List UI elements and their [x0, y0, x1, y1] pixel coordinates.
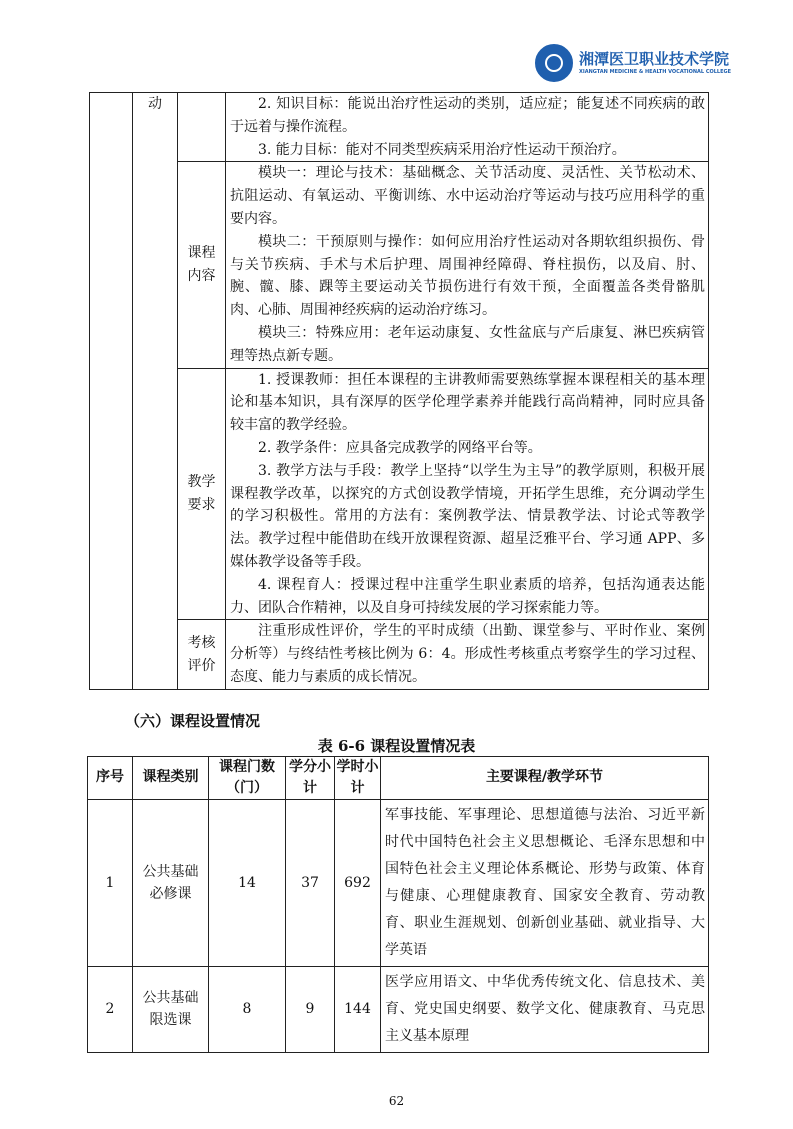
- logo-chinese-name: 湘潭医卫职业技术学院: [579, 49, 730, 68]
- content-module-3: 模块三：特殊应用：老年运动康复、女性盆底与产后康复、淋巴疾病管理等热点新专题。: [230, 324, 705, 364]
- header-hours: 学时小计: [335, 756, 381, 799]
- requirements-label: 教学要求: [178, 368, 226, 620]
- row-credits: 37: [286, 799, 335, 966]
- evaluation-label: 考核评价: [178, 620, 226, 689]
- header-credits: 学分小计: [286, 756, 335, 799]
- course-name-fragment: 动: [133, 93, 178, 690]
- row-no: 1: [88, 799, 133, 966]
- blank-cell: [90, 93, 133, 690]
- header-category: 课程类别: [133, 756, 209, 799]
- objective-ability: 3. 能力目标：能对不同类型疾病采用治疗性运动干预治疗。: [258, 141, 626, 158]
- row-credits: 9: [286, 966, 335, 1052]
- page-number: 62: [388, 1093, 405, 1108]
- table-row: [88, 799, 709, 966]
- requirement-education: 4. 课程育人：授课过程中注重学生职业素质的培养，包括沟通表达能力、团队合作精神，以及自身可持续发展的学习探索能力等。: [230, 576, 705, 616]
- logo-english-name: XIANGTAN MEDICINE & HEALTH VOCATIONAL COLLEGE: [579, 68, 732, 75]
- requirement-methods: 3. 教学方法与手段：教学上坚持“以学生为主导”的教学原则，积极开展课程教学改革，以探究的方式创设教学情境，开拓学生思维，充分调动学生的学习积极性。常用的方法有：案例教学法、情景教学法、讨论式等教学法。教学过程中能借助在线开放课程资源、超星泛雅平台、学习通 APP、多媒体教学设备等手段。: [230, 462, 705, 570]
- content-module-1: 模块一：理论与技术：基础概念、关节活动度、灵活性、关节松动术、抗阻运动、有氧运动、平衡训练、水中运动治疗等运动与技巧应用科学的重要内容。: [230, 165, 705, 227]
- row-category: 公共基础限选课: [133, 966, 209, 1052]
- section-title: （六）课程设置情况: [125, 711, 261, 730]
- header-no: 序号: [88, 756, 133, 799]
- row-hours: 144: [335, 966, 381, 1052]
- content-cell: [226, 162, 709, 368]
- content-module-2: 模块二：干预原则与操作：如何应用治疗性运动对各期软组织损伤、骨与关节疾病、手术与术后护理、周围神经障碍、脊柱损伤，以及肩、肘、腕、髋、膝、踝等主要运动关节损伤进行有效干预，全面覆盖各类骨骼肌肉、心肺、周围神经疾病的运动治疗练习。: [230, 233, 705, 319]
- header-courses: 主要课程/教学环节: [381, 756, 709, 799]
- row-count: 14: [209, 799, 286, 966]
- table-caption: 表 6-6 课程设置情况表: [317, 736, 476, 755]
- objective-knowledge: 2. 知识目标：能说出治疗性运动的类别，适应症；能复述不同疾病的敢于远着与操作流程。: [230, 96, 705, 135]
- content-label: 课程内容: [178, 162, 226, 368]
- row-count: 8: [209, 966, 286, 1052]
- course-description-table: [89, 92, 709, 690]
- objectives-label-cell: [178, 93, 226, 162]
- evaluation-cell: [226, 620, 709, 689]
- row-category: 公共基础必修课: [133, 799, 209, 966]
- row-no: 2: [88, 966, 133, 1052]
- objectives-cell: [226, 93, 709, 162]
- row-courses: 医学应用语文、中华优秀传统文化、信息技术、美育、党史国史纲要、数学文化、健康教育、马克思主义基本原理: [381, 966, 709, 1052]
- header-count: 课程门数（门）: [209, 756, 286, 799]
- requirement-teacher: 1. 授课教师：担任本课程的主讲教师需要熟练掌握本课程相关的基本理论和基本知识，具有深厚的医学伦理学素养并能践行高尚精神，同时应具备较丰富的教学经验。: [230, 371, 705, 434]
- row-hours: 692: [335, 799, 381, 966]
- requirements-cell: [226, 368, 709, 620]
- requirement-conditions: 2. 教学条件：应具备完成教学的网络平台等。: [258, 439, 542, 456]
- evaluation-text: 注重形成性评价，学生的平时成绩（出勤、课堂参与、平时作业、案例分析等）与终结性考核比例为 6：4。形成性考核重点考察学生的学习过程、态度、能力与素质的成长情况。: [230, 623, 705, 685]
- row-courses: 军事技能、军事理论、思想道德与法治、习近平新时代中国特色社会主义思想概论、毛泽东思想和中国特色社会主义理论体系概论、形势与政策、体育与健康、心理健康教育、国家安全教育、劳动教育、职业生涯规划、创新创业基础、就业指导、大学英语: [381, 799, 709, 966]
- table-row: [88, 966, 709, 1052]
- course-setup-table: [87, 756, 709, 1053]
